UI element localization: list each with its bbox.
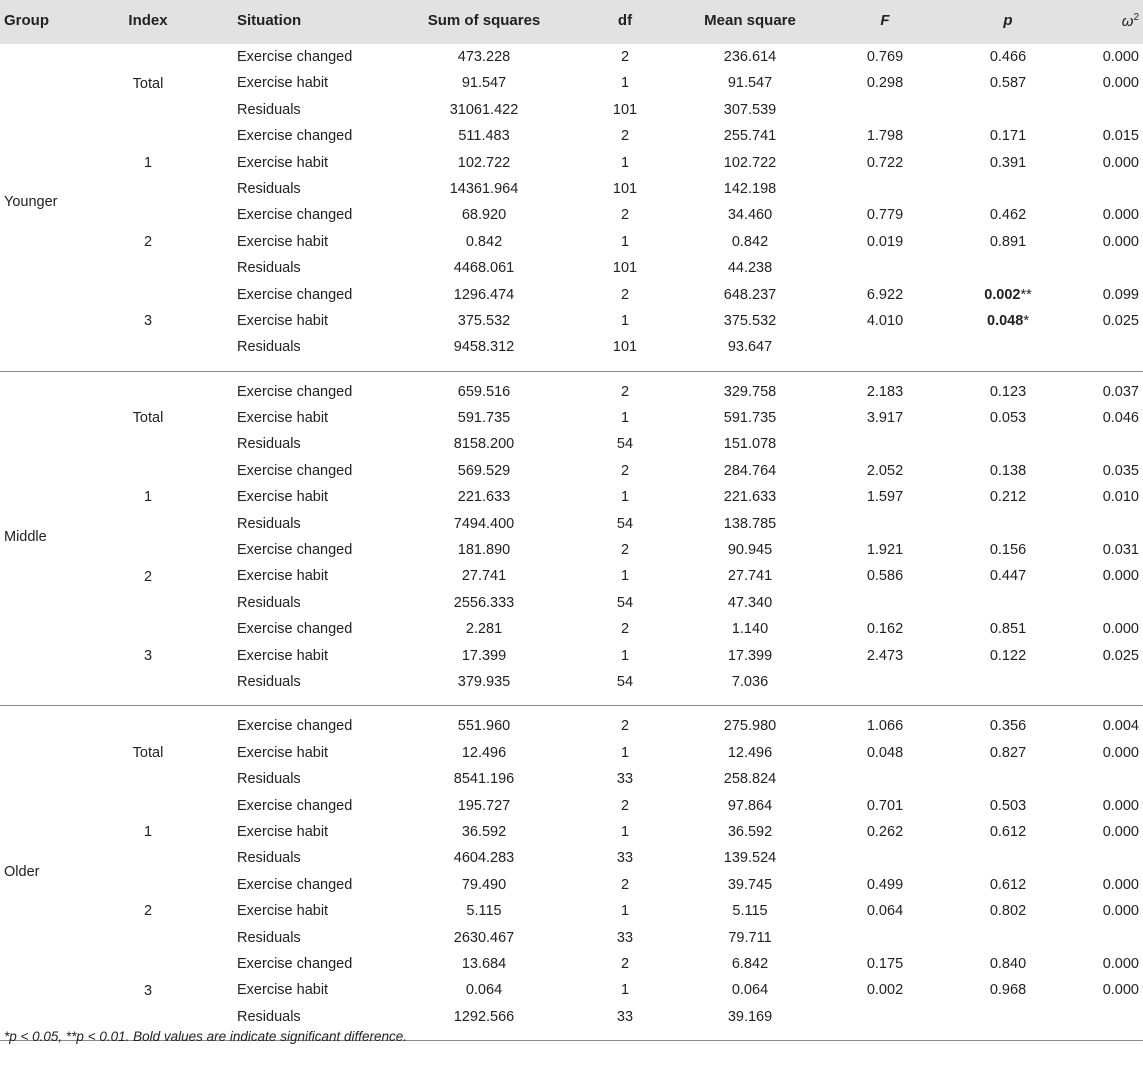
index-label: Total xyxy=(132,75,164,92)
df-cell: 1 xyxy=(620,903,630,920)
p-cell: 0.053 xyxy=(989,410,1027,427)
mean-square-cell: 97.864 xyxy=(727,797,773,814)
omega-squared-cell: 0.000 xyxy=(1102,982,1139,999)
mean-square-cell: 221.633 xyxy=(723,489,777,506)
p-cell: 0.212 xyxy=(989,489,1027,506)
sum-of-squares-cell: 221.633 xyxy=(457,489,511,506)
header-mean-square: Mean square xyxy=(704,12,796,29)
sum-of-squares-cell: 79.490 xyxy=(461,876,507,893)
f-cell: 2.473 xyxy=(866,647,904,664)
mean-square-cell: 91.547 xyxy=(727,75,773,92)
omega-squared-cell: 0.015 xyxy=(1102,128,1139,145)
sum-of-squares-cell: 7494.400 xyxy=(453,515,515,532)
table-row xyxy=(0,767,1143,793)
mean-square-cell: 36.592 xyxy=(727,823,773,840)
situation-cell: Exercise changed xyxy=(237,621,353,638)
table-row xyxy=(0,873,1143,899)
table-row xyxy=(0,714,1143,740)
sum-of-squares-cell: 659.516 xyxy=(457,383,511,400)
table-row xyxy=(0,432,1143,458)
omega-squared-cell: 0.000 xyxy=(1102,744,1139,761)
omega-squared-cell: 0.046 xyxy=(1102,410,1139,427)
sum-of-squares-cell: 181.890 xyxy=(457,542,511,559)
situation-cell: Exercise habit xyxy=(237,154,329,171)
mean-square-cell: 6.842 xyxy=(731,955,769,972)
omega-squared-cell: 0.025 xyxy=(1102,647,1139,664)
situation-cell: Exercise changed xyxy=(237,462,353,479)
p-cell: 0.447 xyxy=(989,568,1027,585)
mean-square-cell: 34.460 xyxy=(727,207,773,224)
situation-cell: Exercise habit xyxy=(237,744,329,761)
sum-of-squares-cell: 0.842 xyxy=(465,233,503,250)
df-cell: 1 xyxy=(620,647,630,664)
mean-square-cell: 255.741 xyxy=(723,128,777,145)
situation-cell: Residuals xyxy=(237,771,301,788)
f-cell: 4.010 xyxy=(866,312,904,329)
p-cell: 0.503 xyxy=(989,797,1027,814)
f-cell: 0.779 xyxy=(866,207,904,224)
situation-cell: Exercise habit xyxy=(237,647,329,664)
sum-of-squares-cell: 473.228 xyxy=(457,49,511,65)
situation-cell: Residuals xyxy=(237,673,301,690)
situation-cell: Exercise habit xyxy=(237,410,329,427)
f-cell: 0.262 xyxy=(866,823,904,840)
significant-p-value: 0.002 xyxy=(984,286,1021,303)
f-cell: 1.798 xyxy=(866,128,904,145)
situation-cell: Residuals xyxy=(237,436,301,453)
f-cell: 0.499 xyxy=(866,876,904,893)
header-df: df xyxy=(617,12,633,29)
table-row xyxy=(0,926,1143,952)
sum-of-squares-cell: 8158.200 xyxy=(453,436,515,453)
df-cell: 101 xyxy=(612,260,638,277)
df-cell: 54 xyxy=(616,673,634,690)
f-cell: 0.002 xyxy=(866,982,904,999)
df-cell: 2 xyxy=(620,718,630,735)
p-cell: 0.466 xyxy=(989,49,1027,65)
index-label: 3 xyxy=(143,982,153,999)
sum-of-squares-cell: 5.115 xyxy=(466,903,502,920)
mean-square-cell: 375.532 xyxy=(723,312,777,329)
df-cell: 2 xyxy=(620,542,630,559)
table-row xyxy=(0,1005,1143,1031)
omega-squared-cell: 0.025 xyxy=(1102,312,1139,329)
df-cell: 2 xyxy=(620,797,630,814)
sum-of-squares-cell: 511.483 xyxy=(458,128,510,145)
f-cell: 6.922 xyxy=(866,286,904,303)
f-cell: 1.921 xyxy=(866,542,904,559)
df-cell: 1 xyxy=(620,568,630,585)
header-p: p xyxy=(1003,12,1013,29)
index-label: 1 xyxy=(143,489,153,506)
df-cell: 1 xyxy=(620,75,630,92)
mean-square-cell: 307.539 xyxy=(723,101,777,118)
situation-cell: Exercise changed xyxy=(237,49,353,65)
significance-stars: * xyxy=(1023,312,1029,329)
mean-square-cell: 151.078 xyxy=(723,436,777,453)
sum-of-squares-cell: 1296.474 xyxy=(453,286,515,303)
mean-square-cell: 44.238 xyxy=(727,260,773,277)
f-cell: 0.769 xyxy=(866,49,904,65)
table-row xyxy=(0,485,1143,511)
p-cell: 0.802 xyxy=(989,903,1027,920)
mean-square-cell: 258.824 xyxy=(723,771,777,788)
mean-square-cell: 0.842 xyxy=(731,233,769,250)
sum-of-squares-cell: 27.741 xyxy=(461,568,507,585)
sum-of-squares-cell: 102.722 xyxy=(457,154,511,171)
situation-cell: Exercise habit xyxy=(237,982,329,999)
f-cell: 0.586 xyxy=(866,568,904,585)
table-row xyxy=(0,670,1143,696)
group-label: Younger xyxy=(4,194,58,211)
situation-cell: Exercise habit xyxy=(237,903,329,920)
p-cell xyxy=(958,313,1058,329)
omega-squared-cell: 0.000 xyxy=(1102,75,1139,92)
header-group: Group xyxy=(4,12,49,29)
table-row xyxy=(0,177,1143,203)
sum-of-squares-cell: 2556.333 xyxy=(453,594,515,611)
f-cell: 0.019 xyxy=(866,233,904,250)
mean-square-cell: 142.198 xyxy=(723,180,777,197)
df-cell: 101 xyxy=(612,101,638,118)
significant-p-value: 0.048 xyxy=(987,312,1024,329)
group-block xyxy=(0,706,1143,1041)
mean-square-cell: 1.140 xyxy=(731,621,769,638)
header-omega-squared xyxy=(1122,12,1139,30)
mean-square-cell: 47.340 xyxy=(727,594,773,611)
table-row xyxy=(0,591,1143,617)
table-row xyxy=(0,952,1143,978)
group-block xyxy=(0,44,1143,372)
situation-cell: Residuals xyxy=(237,180,301,197)
table-row xyxy=(0,230,1143,256)
f-cell: 0.064 xyxy=(866,903,904,920)
omega-squared-cell: 0.000 xyxy=(1102,797,1139,814)
df-cell: 101 xyxy=(612,339,638,356)
sum-of-squares-cell: 14361.964 xyxy=(449,180,519,197)
df-cell: 1 xyxy=(620,410,630,427)
situation-cell: Residuals xyxy=(237,339,301,356)
situation-cell: Exercise changed xyxy=(237,286,353,303)
omega-squared-cell: 0.031 xyxy=(1102,542,1139,559)
situation-cell: Residuals xyxy=(237,594,301,611)
header-sum-of-squares: Sum of squares xyxy=(427,12,541,29)
df-cell: 54 xyxy=(616,594,634,611)
situation-cell: Residuals xyxy=(237,1008,301,1025)
p-cell: 0.391 xyxy=(989,154,1027,171)
situation-cell: Residuals xyxy=(237,101,301,118)
omega-squared-cell: 0.000 xyxy=(1102,154,1139,171)
sum-of-squares-cell: 36.592 xyxy=(461,823,507,840)
sum-of-squares-cell: 8541.196 xyxy=(453,771,515,788)
mean-square-cell: 5.115 xyxy=(732,903,768,920)
sum-of-squares-cell: 31061.422 xyxy=(449,101,519,118)
situation-cell: Exercise changed xyxy=(237,207,353,224)
df-cell: 1 xyxy=(620,154,630,171)
mean-square-cell: 17.399 xyxy=(727,647,773,664)
omega-squared-cell: 0.000 xyxy=(1102,955,1139,972)
df-cell: 33 xyxy=(616,1008,634,1025)
f-cell: 2.183 xyxy=(866,383,904,400)
table-row xyxy=(0,45,1143,71)
table-header xyxy=(0,0,1143,44)
omega-squared-cell: 0.000 xyxy=(1102,876,1139,893)
table-row xyxy=(0,794,1143,820)
table-row xyxy=(0,617,1143,643)
p-cell: 0.156 xyxy=(989,542,1027,559)
df-cell: 2 xyxy=(620,207,630,224)
f-cell: 2.052 xyxy=(866,462,904,479)
situation-cell: Exercise habit xyxy=(237,312,329,329)
table-row xyxy=(0,978,1143,1004)
f-cell: 0.298 xyxy=(866,75,904,92)
table-row xyxy=(0,203,1143,229)
p-cell: 0.356 xyxy=(989,718,1027,735)
index-label: 2 xyxy=(143,903,153,920)
table-row xyxy=(0,256,1143,282)
table-body xyxy=(0,44,1143,1041)
f-cell: 1.597 xyxy=(866,489,904,506)
situation-cell: Exercise habit xyxy=(237,489,329,506)
header-index: Index xyxy=(128,12,168,29)
df-cell: 33 xyxy=(616,771,634,788)
omega-squared-cell: 0.010 xyxy=(1102,489,1139,506)
df-cell: 2 xyxy=(620,383,630,400)
table-footnote: *p < 0.05, **p < 0.01. Bold values are indicate significant difference. xyxy=(4,1029,408,1044)
situation-cell: Exercise changed xyxy=(237,876,353,893)
df-cell: 1 xyxy=(620,312,630,329)
sum-of-squares-cell: 591.735 xyxy=(457,410,511,427)
f-cell: 1.066 xyxy=(866,718,904,735)
situation-cell: Residuals xyxy=(237,515,301,532)
situation-cell: Exercise habit xyxy=(237,823,329,840)
index-label: 2 xyxy=(143,568,153,585)
omega-squared-cell: 0.099 xyxy=(1102,286,1139,303)
mean-square-cell: 329.758 xyxy=(723,383,777,400)
p-cell: 0.840 xyxy=(989,955,1027,972)
sum-of-squares-cell: 91.547 xyxy=(461,75,507,92)
index-label: 3 xyxy=(143,647,153,664)
df-cell: 2 xyxy=(620,49,630,65)
situation-cell: Exercise changed xyxy=(237,718,353,735)
mean-square-cell: 275.980 xyxy=(723,718,777,735)
p-cell: 0.171 xyxy=(989,128,1027,145)
situation-cell: Exercise changed xyxy=(237,797,353,814)
situation-cell: Exercise habit xyxy=(237,233,329,250)
situation-cell: Exercise changed xyxy=(237,383,353,400)
df-cell: 1 xyxy=(620,823,630,840)
sum-of-squares-cell: 68.920 xyxy=(461,207,507,224)
group-label: Middle xyxy=(4,529,47,546)
index-label: 1 xyxy=(143,154,153,171)
sum-of-squares-cell: 13.684 xyxy=(461,955,507,972)
sum-of-squares-cell: 9458.312 xyxy=(453,339,515,356)
df-cell: 2 xyxy=(620,955,630,972)
table-row xyxy=(0,459,1143,485)
mean-square-cell: 39.169 xyxy=(727,1008,773,1025)
df-cell: 1 xyxy=(620,489,630,506)
table-row xyxy=(0,124,1143,150)
p-cell: 0.612 xyxy=(989,823,1027,840)
df-cell: 1 xyxy=(620,982,630,999)
mean-square-cell: 12.496 xyxy=(727,744,773,761)
omega-squared-cell: 0.000 xyxy=(1102,823,1139,840)
table-row xyxy=(0,564,1143,590)
mean-square-cell: 27.741 xyxy=(727,568,773,585)
sum-of-squares-cell: 569.529 xyxy=(457,462,511,479)
index-label: 1 xyxy=(143,824,153,841)
omega-squared-cell: 0.035 xyxy=(1102,462,1139,479)
sum-of-squares-cell: 1292.566 xyxy=(453,1008,515,1025)
situation-cell: Exercise changed xyxy=(237,955,353,972)
sum-of-squares-cell: 2630.467 xyxy=(453,929,515,946)
mean-square-cell: 0.064 xyxy=(731,982,769,999)
table-row xyxy=(0,538,1143,564)
df-cell: 2 xyxy=(620,286,630,303)
p-cell: 0.851 xyxy=(989,621,1027,638)
sum-of-squares-cell: 375.532 xyxy=(457,312,511,329)
sum-of-squares-cell: 551.960 xyxy=(457,718,511,735)
table-row xyxy=(0,899,1143,925)
sum-of-squares-cell: 2.281 xyxy=(465,621,503,638)
f-cell: 3.917 xyxy=(866,410,904,427)
header-situation: Situation xyxy=(237,12,302,29)
omega-squared-cell: 0.000 xyxy=(1102,233,1139,250)
p-cell: 0.587 xyxy=(989,75,1027,92)
header-omega-exponent: 2 xyxy=(1133,12,1139,23)
mean-square-cell: 7.036 xyxy=(731,673,769,690)
f-cell: 0.722 xyxy=(866,154,904,171)
omega-squared-cell: 0.037 xyxy=(1102,383,1139,400)
table-row xyxy=(0,283,1143,309)
omega-squared-cell: 0.000 xyxy=(1102,568,1139,585)
mean-square-cell: 236.614 xyxy=(723,49,777,65)
p-cell xyxy=(958,287,1058,303)
mean-square-cell: 138.785 xyxy=(723,515,777,532)
p-cell: 0.891 xyxy=(989,233,1027,250)
table-row xyxy=(0,309,1143,335)
group-label: Older xyxy=(4,863,40,880)
sum-of-squares-cell: 379.935 xyxy=(457,673,511,690)
index-label: Total xyxy=(132,744,164,761)
table-row xyxy=(0,335,1143,361)
sum-of-squares-cell: 17.399 xyxy=(461,647,507,664)
df-cell: 101 xyxy=(612,180,638,197)
header-f: F xyxy=(880,12,890,29)
situation-cell: Exercise habit xyxy=(237,75,329,92)
df-cell: 2 xyxy=(620,876,630,893)
table-row xyxy=(0,512,1143,538)
header-omega-base: ω xyxy=(1121,13,1134,30)
mean-square-cell: 79.711 xyxy=(728,929,772,946)
df-cell: 2 xyxy=(620,621,630,638)
omega-squared-cell: 0.000 xyxy=(1102,621,1139,638)
df-cell: 1 xyxy=(620,744,630,761)
sum-of-squares-cell: 0.064 xyxy=(465,982,503,999)
df-cell: 1 xyxy=(620,233,630,250)
df-cell: 2 xyxy=(620,128,630,145)
omega-squared-cell: 0.004 xyxy=(1102,718,1139,735)
mean-square-cell: 284.764 xyxy=(723,462,777,479)
f-cell: 0.162 xyxy=(866,621,904,638)
table-row xyxy=(0,98,1143,124)
sum-of-squares-cell: 12.496 xyxy=(461,744,507,761)
mean-square-cell: 591.735 xyxy=(723,410,777,427)
mean-square-cell: 648.237 xyxy=(723,286,777,303)
table-row xyxy=(0,741,1143,767)
sum-of-squares-cell: 4604.283 xyxy=(453,850,515,867)
group-block xyxy=(0,372,1143,707)
df-cell: 33 xyxy=(616,929,634,946)
index-label: 3 xyxy=(143,313,153,330)
situation-cell: Exercise habit xyxy=(237,568,329,585)
situation-cell: Residuals xyxy=(237,260,301,277)
situation-cell: Residuals xyxy=(237,850,301,867)
mean-square-cell: 39.745 xyxy=(727,876,773,893)
sum-of-squares-cell: 195.727 xyxy=(457,797,511,814)
omega-squared-cell: 0.000 xyxy=(1102,49,1139,65)
significance-stars: ** xyxy=(1020,286,1032,303)
sum-of-squares-cell: 4468.061 xyxy=(453,260,515,277)
situation-cell: Exercise changed xyxy=(237,542,353,559)
table-row xyxy=(0,380,1143,406)
table-row xyxy=(0,644,1143,670)
p-cell: 0.827 xyxy=(989,744,1027,761)
f-cell: 0.701 xyxy=(866,797,904,814)
df-cell: 33 xyxy=(616,850,634,867)
p-cell: 0.123 xyxy=(989,383,1027,400)
mean-square-cell: 93.647 xyxy=(727,339,773,356)
omega-squared-cell: 0.000 xyxy=(1102,207,1139,224)
p-cell: 0.968 xyxy=(989,982,1027,999)
mean-square-cell: 102.722 xyxy=(723,154,777,171)
index-label: 2 xyxy=(143,234,153,250)
index-label: Total xyxy=(132,410,164,427)
table-row xyxy=(0,820,1143,846)
df-cell: 2 xyxy=(620,462,630,479)
table-row xyxy=(0,846,1143,872)
mean-square-cell: 139.524 xyxy=(723,850,777,867)
mean-square-cell: 90.945 xyxy=(727,542,773,559)
situation-cell: Residuals xyxy=(237,929,301,946)
table-row xyxy=(0,71,1143,97)
table-row xyxy=(0,406,1143,432)
p-cell: 0.612 xyxy=(989,876,1027,893)
df-cell: 54 xyxy=(616,436,634,453)
omega-squared-cell: 0.000 xyxy=(1102,903,1139,920)
df-cell: 54 xyxy=(616,515,634,532)
p-cell: 0.122 xyxy=(989,647,1027,664)
f-cell: 0.175 xyxy=(866,955,904,972)
table-row xyxy=(0,151,1143,177)
situation-cell: Exercise changed xyxy=(237,128,353,145)
p-cell: 0.462 xyxy=(989,207,1027,224)
p-cell: 0.138 xyxy=(989,462,1027,479)
f-cell: 0.048 xyxy=(866,744,904,761)
